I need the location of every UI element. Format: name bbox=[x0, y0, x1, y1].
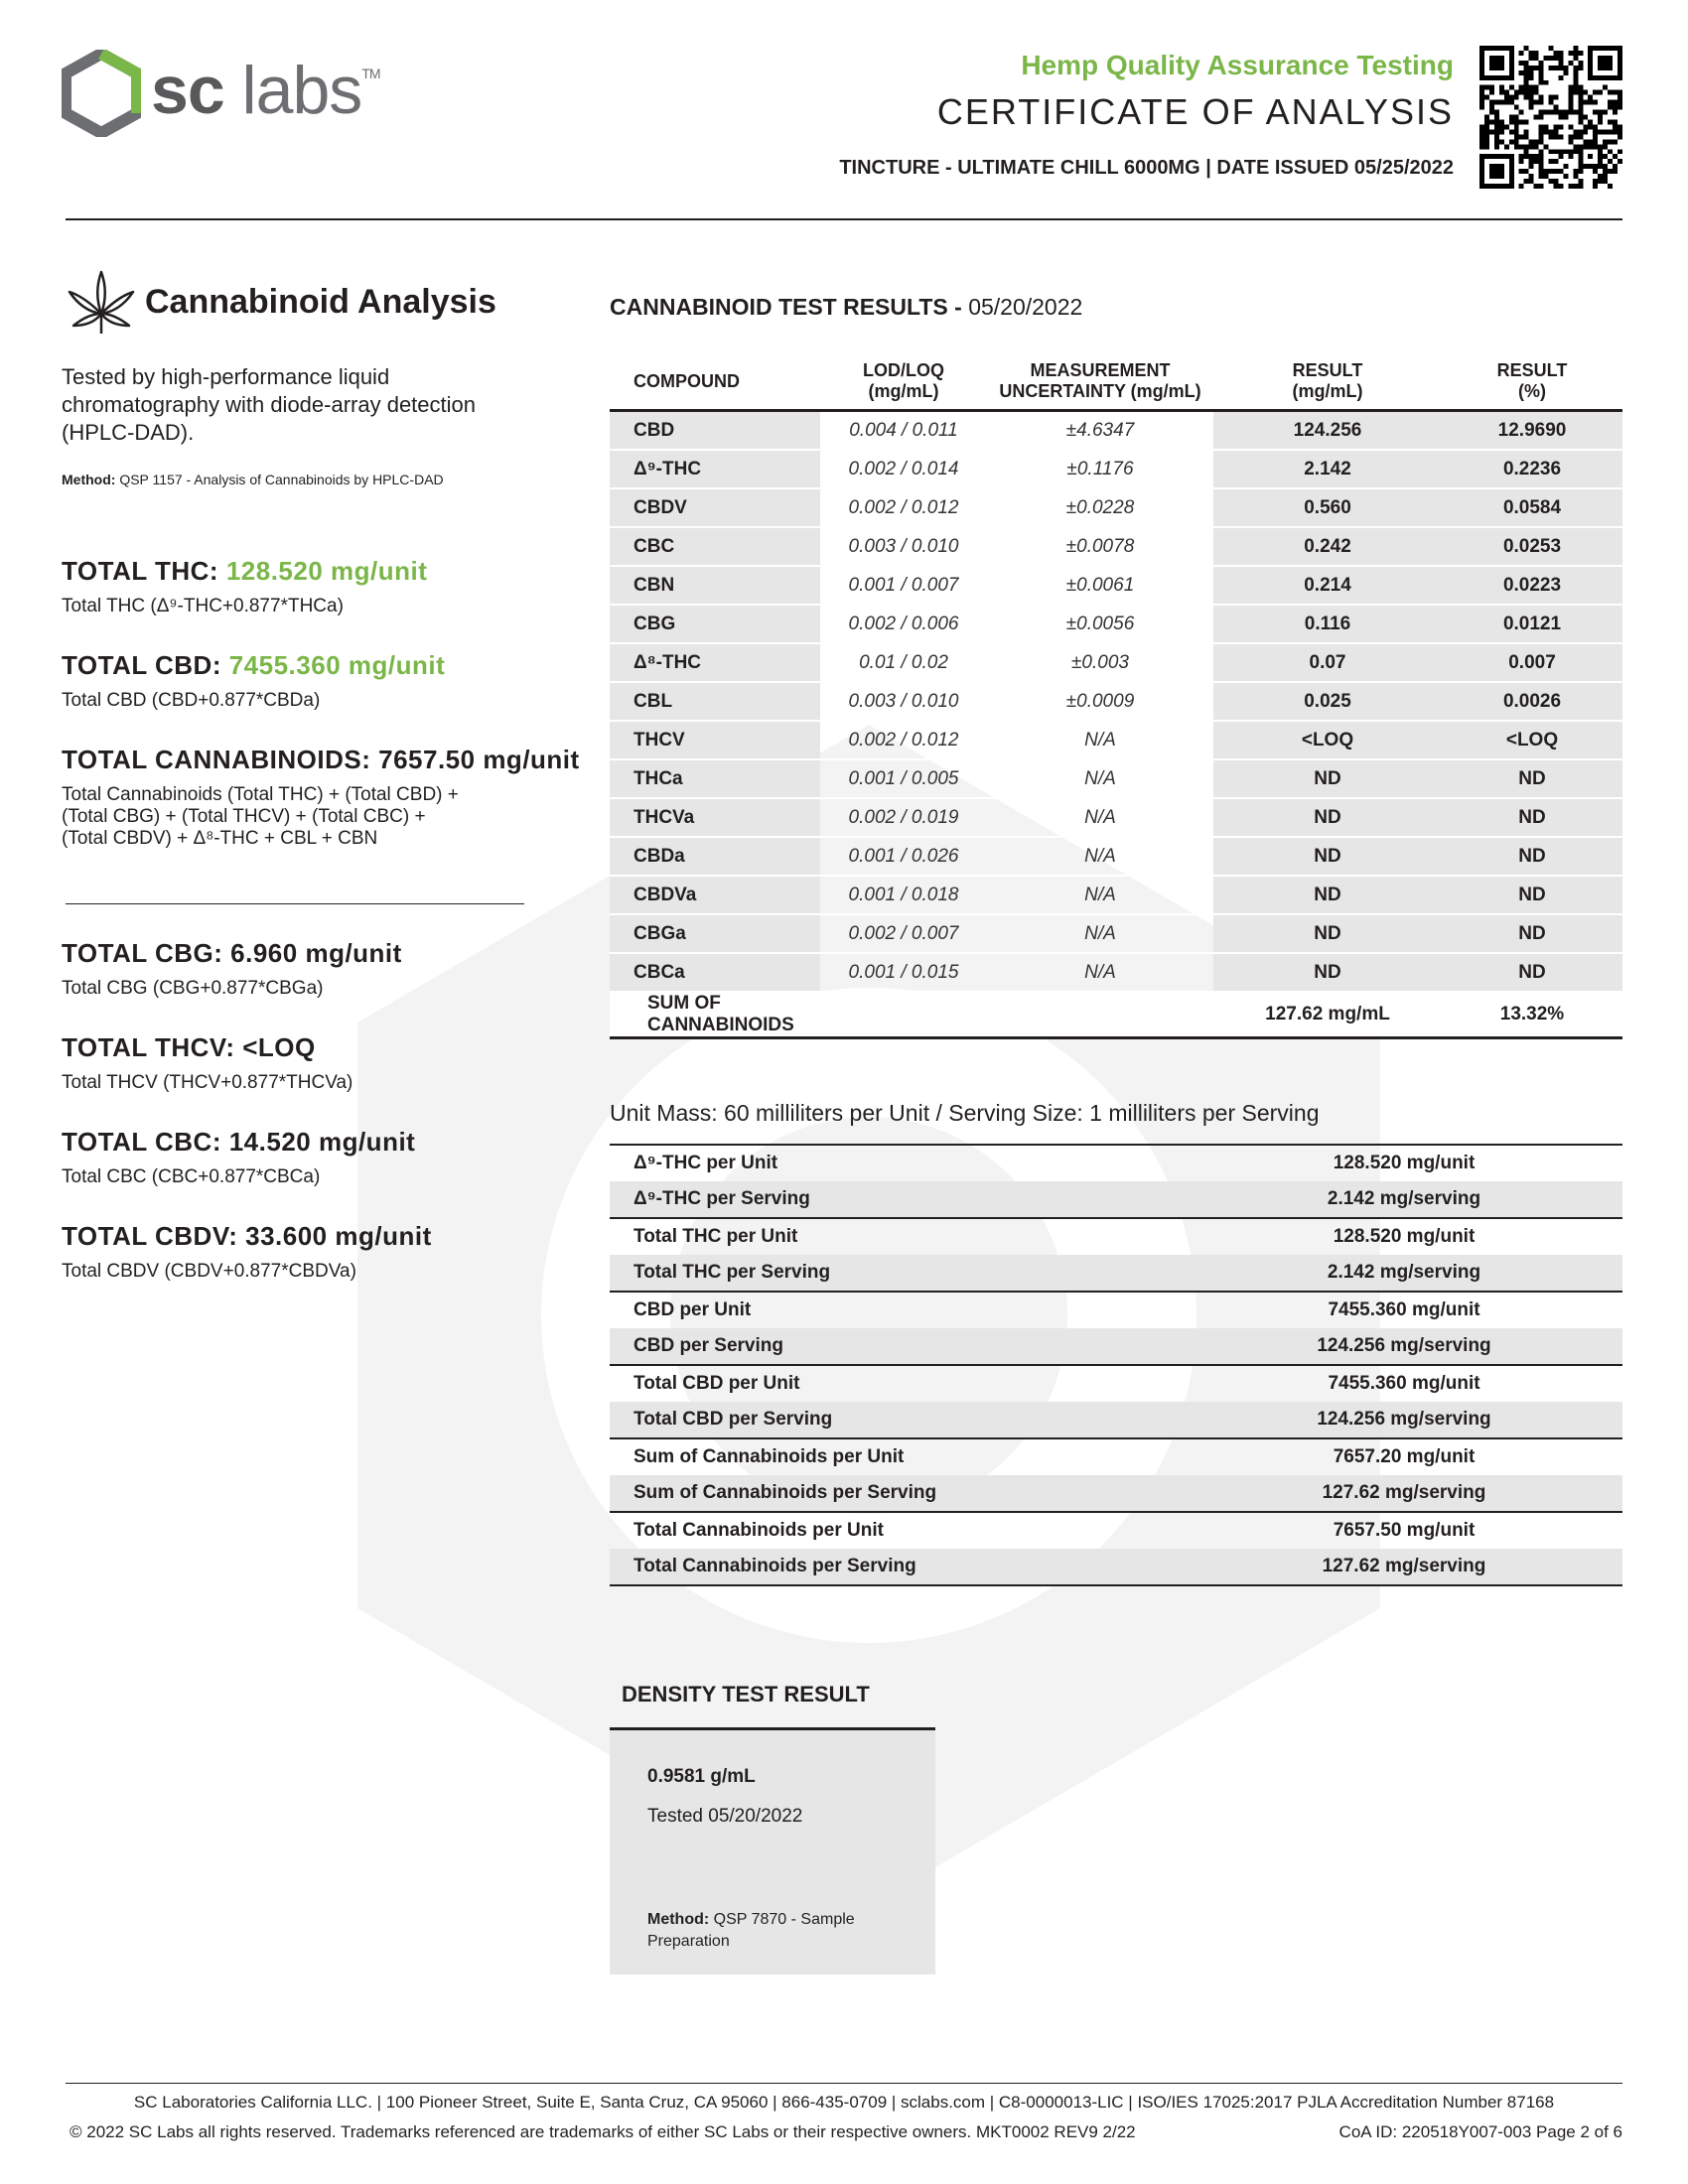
compound-cell: CBCa bbox=[610, 953, 820, 992]
cannabinoid-analysis-title: Cannabinoid Analysis bbox=[145, 283, 496, 321]
total-cannabinoids-label: TOTAL CANNABINOIDS: 7657.50 mg/unit bbox=[62, 745, 580, 774]
footer-coa-id: CoA ID: 220518Y007-003 Page 2 of 6 bbox=[1338, 2122, 1622, 2141]
compound-cell: CBDV bbox=[610, 488, 820, 527]
lod-loq-cell: 0.002 / 0.006 bbox=[820, 605, 987, 643]
table-row bbox=[610, 953, 1622, 992]
uncertainty-cell: N/A bbox=[987, 953, 1213, 992]
table-row bbox=[610, 1438, 1622, 1475]
unit-mass-value: 127.62 mg/serving bbox=[1186, 1475, 1622, 1512]
compound-cell: CBG bbox=[610, 605, 820, 643]
compound-cell: CBC bbox=[610, 527, 820, 566]
result-pct-cell: 0.0026 bbox=[1442, 682, 1622, 721]
table-header-row bbox=[610, 353, 1622, 411]
table-row bbox=[610, 566, 1622, 605]
unit-mass-label: Total CBD per Unit bbox=[633, 1373, 800, 1394]
unit-mass-label: Total Cannabinoids per Serving bbox=[610, 1549, 1186, 1585]
unit-mass-value: 127.62 mg/serving bbox=[1186, 1549, 1622, 1585]
table-row bbox=[610, 1365, 1622, 1402]
table-row bbox=[610, 1512, 1622, 1549]
table-row bbox=[610, 759, 1622, 798]
uncertainty-cell: N/A bbox=[987, 876, 1213, 914]
header-product-date: TINCTURE - ULTIMATE CHILL 6000MG | DATE ISSUED 05/25/2022 bbox=[839, 157, 1454, 179]
total-thcv-formula: Total THCV (THCV+0.877*THCVa) bbox=[62, 1072, 353, 1093]
unit-mass-value: 124.256 mg/serving bbox=[1186, 1328, 1622, 1365]
unit-mass-label: Δ⁹-THC per Unit bbox=[633, 1153, 778, 1173]
total-thc-label: TOTAL THC: 128.520 mg/unit bbox=[62, 556, 428, 586]
cannabinoid-results-table bbox=[610, 353, 1622, 1039]
result-mgml-cell: ND bbox=[1213, 759, 1442, 798]
header-subtitle: Hemp Quality Assurance Testing bbox=[1021, 50, 1454, 80]
unit-mass-title: Unit Mass: 60 milliliters per Unit / Serving Size: 1 milliliters per Serving bbox=[610, 1100, 1320, 1126]
table-row bbox=[610, 527, 1622, 566]
compound-cell: CBD bbox=[610, 411, 820, 451]
footer-address: SC Laboratories California LLC. | 100 Pioneer Street, Suite E, Santa Cruz, CA 95060 | 866-435-0709 | sclabs.com | C8-0000013-LIC | ISO/IES 17025:2017 PJLA Accreditation Number 87168 bbox=[133, 2093, 1555, 2112]
result-pct-cell: ND bbox=[1442, 876, 1622, 914]
col-header: LOD/LOQ (mg/mL) bbox=[820, 353, 987, 411]
result-pct-cell: <LOQ bbox=[1442, 721, 1622, 759]
total-cbc-label: TOTAL CBC: 14.520 mg/unit bbox=[62, 1127, 416, 1157]
lod-loq-cell: 0.001 / 0.005 bbox=[820, 759, 987, 798]
result-pct-cell: 0.0223 bbox=[1442, 566, 1622, 605]
uncertainty-cell: ±0.0056 bbox=[987, 605, 1213, 643]
lod-loq-cell: 0.01 / 0.02 bbox=[820, 643, 987, 682]
col-header: RESULT (mg/mL) bbox=[1213, 353, 1442, 411]
table-row bbox=[610, 411, 1622, 451]
table-row bbox=[610, 1218, 1622, 1255]
uncertainty-cell: ±4.6347 bbox=[987, 411, 1213, 451]
total-cbc-formula: Total CBC (CBC+0.877*CBCa) bbox=[62, 1166, 321, 1187]
result-pct-cell: 0.2236 bbox=[1442, 450, 1622, 488]
result-pct-cell: 0.0121 bbox=[1442, 605, 1622, 643]
result-pct-cell: 0.0253 bbox=[1442, 527, 1622, 566]
result-mgml-cell: 2.142 bbox=[1213, 450, 1442, 488]
compound-cell: CBDVa bbox=[610, 876, 820, 914]
unit-mass-label: Total Cannabinoids per Unit bbox=[633, 1520, 884, 1541]
total-cbdv-label: TOTAL CBDV: 33.600 mg/unit bbox=[62, 1221, 432, 1251]
col-header: COMPOUND bbox=[610, 353, 820, 411]
result-mgml-cell: <LOQ bbox=[1213, 721, 1442, 759]
compound-cell: CBL bbox=[610, 682, 820, 721]
compound-cell: CBDa bbox=[610, 837, 820, 876]
table-row bbox=[610, 1255, 1622, 1292]
unit-mass-label: Total CBD per Serving bbox=[610, 1402, 1186, 1438]
lod-loq-cell: 0.003 / 0.010 bbox=[820, 527, 987, 566]
density-method: Method: QSP 7870 - Sample Preparation bbox=[647, 1911, 855, 1950]
table-row bbox=[610, 1181, 1622, 1218]
table-row bbox=[610, 1292, 1622, 1328]
uncertainty-cell: N/A bbox=[987, 798, 1213, 837]
uncertainty-cell: ±0.0009 bbox=[987, 682, 1213, 721]
uncertainty-cell: ±0.0228 bbox=[987, 488, 1213, 527]
unit-mass-value: 128.520 mg/unit bbox=[1333, 1153, 1476, 1173]
uncertainty-cell: N/A bbox=[987, 914, 1213, 953]
table-row bbox=[610, 682, 1622, 721]
total-thcv-label: TOTAL THCV: <LOQ bbox=[62, 1032, 316, 1062]
lod-loq-cell: 0.002 / 0.014 bbox=[820, 450, 987, 488]
table-row bbox=[610, 798, 1622, 837]
unit-mass-label: CBD per Unit bbox=[633, 1299, 752, 1320]
unit-mass-label: Sum of Cannabinoids per Serving bbox=[610, 1475, 1186, 1512]
unit-mass-value: 124.256 mg/serving bbox=[1186, 1402, 1622, 1438]
logo-wordmark: sc labs™ bbox=[151, 53, 380, 128]
compound-cell: THCVa bbox=[610, 798, 820, 837]
analysis-method: Method: QSP 1157 - Analysis of Cannabinoids by HPLC-DAD bbox=[62, 472, 444, 487]
col-header: RESULT (%) bbox=[1442, 353, 1622, 411]
total-thc-value: 128.520 mg/unit bbox=[225, 556, 428, 586]
total-thc-formula: Total THC (Δ⁹-THC+0.877*THCa) bbox=[62, 596, 344, 616]
uncertainty-cell: N/A bbox=[987, 759, 1213, 798]
result-pct-cell: ND bbox=[1442, 759, 1622, 798]
total-cbd-label: TOTAL CBD: 7455.360 mg/unit bbox=[62, 650, 446, 680]
unit-mass-value: 7657.50 mg/unit bbox=[1333, 1520, 1476, 1541]
lod-loq-cell: 0.001 / 0.018 bbox=[820, 876, 987, 914]
unit-mass-label: Total THC per Unit bbox=[633, 1226, 798, 1247]
result-mgml-cell: ND bbox=[1213, 837, 1442, 876]
unit-mass-value: 2.142 mg/serving bbox=[1186, 1181, 1622, 1218]
sum-mgml: 127.62 mg/mL bbox=[1213, 992, 1442, 1038]
result-mgml-cell: ND bbox=[1213, 953, 1442, 992]
result-mgml-cell: 124.256 bbox=[1213, 411, 1442, 451]
qr-code-icon bbox=[1479, 46, 1622, 189]
uncertainty-cell: ±0.003 bbox=[987, 643, 1213, 682]
total-cbdv-formula: Total CBDV (CBDV+0.877*CBDVa) bbox=[62, 1261, 356, 1282]
result-pct-cell: ND bbox=[1442, 914, 1622, 953]
sum-label: SUM OF CANNABINOIDS bbox=[610, 992, 820, 1038]
results-title: CANNABINOID TEST RESULTS - 05/20/2022 bbox=[610, 294, 1083, 320]
density-box bbox=[610, 1727, 935, 1975]
total-cbg-formula: Total CBG (CBG+0.877*CBGa) bbox=[62, 978, 324, 999]
result-mgml-cell: ND bbox=[1213, 914, 1442, 953]
lod-loq-cell: 0.002 / 0.012 bbox=[820, 488, 987, 527]
compound-cell: THCa bbox=[610, 759, 820, 798]
table-row bbox=[610, 605, 1622, 643]
lod-loq-cell: 0.003 / 0.010 bbox=[820, 682, 987, 721]
result-mgml-cell: 0.07 bbox=[1213, 643, 1442, 682]
result-pct-cell: 0.007 bbox=[1442, 643, 1622, 682]
unit-mass-label: CBD per Serving bbox=[610, 1328, 1186, 1365]
result-mgml-cell: 0.116 bbox=[1213, 605, 1442, 643]
total-cbd-value: 7455.360 mg/unit bbox=[228, 650, 446, 680]
lod-loq-cell: 0.004 / 0.011 bbox=[820, 411, 987, 451]
compound-cell: Δ⁸-THC bbox=[610, 643, 820, 682]
density-title: DENSITY TEST RESULT bbox=[622, 1682, 870, 1706]
result-mgml-cell: 0.025 bbox=[1213, 682, 1442, 721]
footer-copyright: © 2022 SC Labs all rights reserved. Trademarks referenced are trademarks of either SC Labs or their respective owners. MKT0002 REV9 2/22 bbox=[70, 2122, 1136, 2141]
left-divider bbox=[66, 903, 524, 904]
result-pct-cell: 0.0584 bbox=[1442, 488, 1622, 527]
header-divider bbox=[66, 218, 1622, 220]
compound-cell: THCV bbox=[610, 721, 820, 759]
col-header: MEASUREMENT UNCERTAINTY (mg/mL) bbox=[987, 353, 1213, 411]
total-cbd-formula: Total CBD (CBD+0.877*CBDa) bbox=[62, 690, 321, 711]
table-row bbox=[610, 1328, 1622, 1365]
sum-pct: 13.32% bbox=[1442, 992, 1622, 1038]
table-row bbox=[610, 876, 1622, 914]
header-title: CERTIFICATE OF ANALYSIS bbox=[936, 91, 1454, 132]
uncertainty-cell: N/A bbox=[987, 721, 1213, 759]
table-row bbox=[610, 450, 1622, 488]
analysis-description: Tested by high-performance liquid chromatography with diode-array detection (HPLC-DAD). bbox=[62, 364, 477, 445]
table-row bbox=[610, 1145, 1622, 1181]
uncertainty-cell: ±0.0078 bbox=[987, 527, 1213, 566]
cannabis-leaf-icon bbox=[66, 266, 137, 338]
compound-cell: CBGa bbox=[610, 914, 820, 953]
table-row bbox=[610, 914, 1622, 953]
hexagon-logo-icon bbox=[62, 50, 141, 137]
uncertainty-cell: N/A bbox=[987, 837, 1213, 876]
density-value: 0.9581 g/mL bbox=[647, 1766, 756, 1787]
result-pct-cell: ND bbox=[1442, 953, 1622, 992]
unit-mass-label: Sum of Cannabinoids per Unit bbox=[633, 1446, 905, 1467]
lod-loq-cell: 0.001 / 0.026 bbox=[820, 837, 987, 876]
result-pct-cell: ND bbox=[1442, 798, 1622, 837]
lod-loq-cell: 0.002 / 0.019 bbox=[820, 798, 987, 837]
result-pct-cell: 12.9690 bbox=[1442, 411, 1622, 451]
uncertainty-cell: ±0.0061 bbox=[987, 566, 1213, 605]
unit-mass-value: 128.520 mg/unit bbox=[1333, 1226, 1476, 1247]
result-mgml-cell: 0.214 bbox=[1213, 566, 1442, 605]
table-row bbox=[610, 837, 1622, 876]
compound-cell: Δ⁹-THC bbox=[610, 450, 820, 488]
total-cannabinoids-formula: Total Cannabinoids (Total THC) + (Total CBD) + (Total CBG) + (Total THCV) + (Total CBC) + (Total CBDV) + Δ⁸-THC + CBL + CBN bbox=[62, 784, 459, 849]
compound-cell: CBN bbox=[610, 566, 820, 605]
result-mgml-cell: 0.242 bbox=[1213, 527, 1442, 566]
sc-labs-logo bbox=[62, 50, 380, 139]
unit-mass-value: 7455.360 mg/unit bbox=[1328, 1299, 1480, 1320]
total-cbg-label: TOTAL CBG: 6.960 mg/unit bbox=[62, 938, 402, 968]
unit-mass-value: 7657.20 mg/unit bbox=[1333, 1446, 1476, 1467]
lod-loq-cell: 0.002 / 0.012 bbox=[820, 721, 987, 759]
unit-mass-label: Total THC per Serving bbox=[610, 1255, 1186, 1292]
lod-loq-cell: 0.001 / 0.007 bbox=[820, 566, 987, 605]
unit-mass-label: Δ⁹-THC per Serving bbox=[610, 1181, 1186, 1218]
table-row bbox=[610, 1549, 1622, 1585]
sum-blank bbox=[987, 992, 1213, 1038]
result-mgml-cell: 0.560 bbox=[1213, 488, 1442, 527]
table-row bbox=[610, 721, 1622, 759]
result-mgml-cell: ND bbox=[1213, 798, 1442, 837]
unit-mass-table bbox=[610, 1144, 1622, 1586]
uncertainty-cell: ±0.1176 bbox=[987, 450, 1213, 488]
density-tested-date: Tested 05/20/2022 bbox=[647, 1806, 803, 1827]
table-row bbox=[610, 1402, 1622, 1438]
lod-loq-cell: 0.002 / 0.007 bbox=[820, 914, 987, 953]
sum-row bbox=[610, 992, 1622, 1038]
result-mgml-cell: ND bbox=[1213, 876, 1442, 914]
unit-mass-value: 2.142 mg/serving bbox=[1186, 1255, 1622, 1292]
table-row bbox=[610, 1475, 1622, 1512]
table-row bbox=[610, 643, 1622, 682]
unit-mass-value: 7455.360 mg/unit bbox=[1328, 1373, 1480, 1394]
lod-loq-cell: 0.001 / 0.015 bbox=[820, 953, 987, 992]
sum-blank bbox=[820, 992, 987, 1038]
table-row bbox=[610, 488, 1622, 527]
result-pct-cell: ND bbox=[1442, 837, 1622, 876]
footer-divider bbox=[66, 2083, 1622, 2084]
